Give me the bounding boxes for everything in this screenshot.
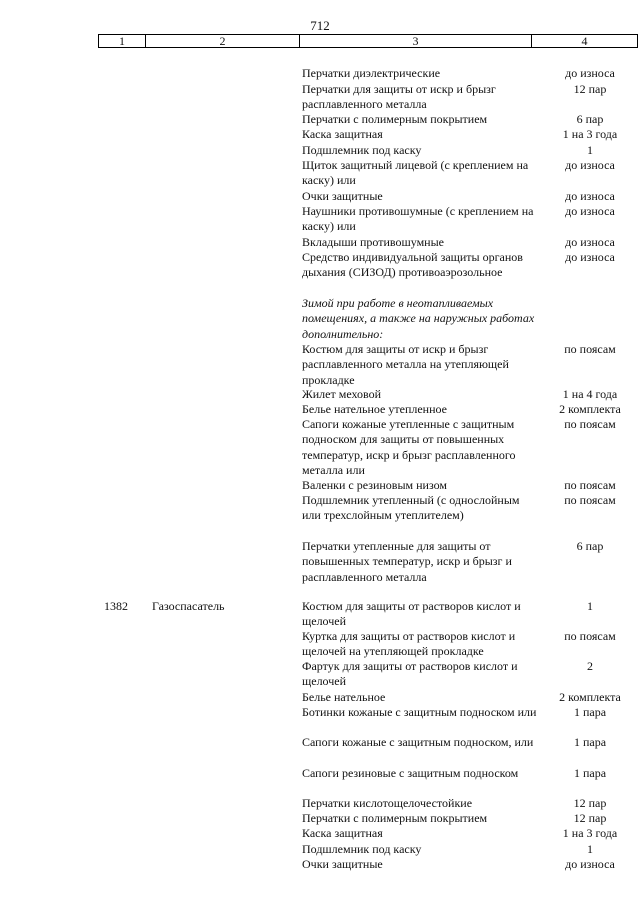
- item-norm: 1 пара: [573, 735, 607, 749]
- item-norm: 1 на 3 года: [562, 826, 618, 840]
- item-norm: до износа: [565, 189, 615, 203]
- item-norm: 12 пар: [573, 811, 607, 825]
- page-number: 712: [310, 18, 330, 33]
- item-text: Белье нательное утепленное: [302, 402, 447, 416]
- item-norm: по поясам: [564, 629, 616, 643]
- header-col-2: 2: [146, 35, 300, 47]
- item-text: Перчатки диэлектрические: [302, 66, 441, 80]
- item-norm: до износа: [565, 158, 615, 172]
- item-text: Перчатки кислотощелочестойкие: [302, 796, 473, 810]
- item-text: Сапоги кожаные с защитным подноском, или: [302, 735, 534, 749]
- item-text: Средство индивидуальной защиты органов дыхания (СИЗОД) противоаэрозольное: [302, 250, 523, 280]
- item-norm: 1: [587, 143, 593, 157]
- item-norm: 1 на 3 года: [562, 127, 618, 141]
- item-text: Подшлемник утепленный (с однослойным или трехслойным утеплителем): [302, 493, 520, 523]
- item-text: Перчатки с полимерным покрытием: [302, 112, 488, 126]
- item-norm: 12 пар: [573, 82, 607, 96]
- item-norm: 1 пара: [573, 766, 607, 780]
- item-norm: 1: [587, 842, 593, 856]
- profession-number: 1382: [104, 599, 128, 613]
- item-norm: до износа: [565, 235, 615, 249]
- item-norm: до износа: [565, 204, 615, 218]
- item-text: Белье нательное: [302, 690, 386, 704]
- profession-name: Газоспасатель: [152, 599, 225, 613]
- item-norm: по поясам: [564, 342, 616, 356]
- item-norm: по поясам: [564, 493, 616, 507]
- item-norm: 12 пар: [573, 796, 607, 810]
- item-text: Перчатки для защиты от искр и брызг расплавленного металла: [302, 82, 496, 112]
- item-text: Каска защитная: [302, 826, 383, 840]
- item-text: Щиток защитный лицевой (с креплением на каску) или: [302, 158, 529, 188]
- item-text: Костюм для защиты от растворов кислот и щелочей: [302, 599, 521, 629]
- item-norm: 1 пара: [573, 705, 607, 719]
- item-norm: до износа: [565, 66, 615, 80]
- item-norm: 2 комплекта: [559, 690, 621, 704]
- header-col-3: 3: [300, 35, 532, 47]
- item-text: Подшлемник под каску: [302, 842, 422, 856]
- italic-note: Зимой при работе в неотапливаемых помещениях, а также на наружных работах дополнительно:: [302, 296, 535, 341]
- item-text: Валенки с резиновым низом: [302, 478, 448, 492]
- item-text: Очки защитные: [302, 189, 383, 203]
- item-text: Подшлемник под каску: [302, 143, 422, 157]
- item-text: Вкладыши противошумные: [302, 235, 444, 249]
- item-text: Ботинки кожаные с защитным подноском или: [302, 705, 537, 719]
- item-norm: до износа: [565, 857, 615, 871]
- item-text: Сапоги резиновые с защитным подноском: [302, 766, 519, 780]
- item-norm: 2: [587, 659, 593, 673]
- item-text: Куртка для защиты от растворов кислот и щелочей на утепляющей прокладке: [302, 629, 516, 659]
- item-norm: 6 пар: [576, 539, 604, 553]
- item-norm: 6 пар: [576, 112, 604, 126]
- item-text: Перчатки утепленные для защиты от повышенных температур, искр и брызг и расплавленного металла: [302, 539, 512, 584]
- item-text: Костюм для защиты от искр и брызг расплавленного металла на утепляющей прокладке: [302, 342, 509, 387]
- item-norm: 2 комплекта: [559, 402, 621, 416]
- header-col-4: 4: [581, 34, 588, 48]
- item-text: Сапоги кожаные утепленные с защитным подноском для защиты от повышенных температур, искр и брызг расплавленного металла или: [302, 417, 516, 478]
- item-norm: по поясам: [564, 417, 616, 431]
- item-text: Жилет меховой: [302, 387, 382, 401]
- item-norm: до износа: [565, 250, 615, 264]
- item-text: Перчатки с полимерным покрытием: [302, 811, 488, 825]
- header-col-1: 1: [99, 35, 146, 47]
- item-text: Наушники противошумные (с креплением на каску) или: [302, 204, 534, 234]
- item-norm: по поясам: [564, 478, 616, 492]
- item-norm: 1 на 4 года: [562, 387, 618, 401]
- item-text: Каска защитная: [302, 127, 383, 141]
- item-norm: 1: [587, 599, 593, 613]
- item-text: Фартук для защиты от растворов кислот и щелочей: [302, 659, 518, 689]
- table-header: [98, 34, 638, 48]
- item-text: Очки защитные: [302, 857, 383, 871]
